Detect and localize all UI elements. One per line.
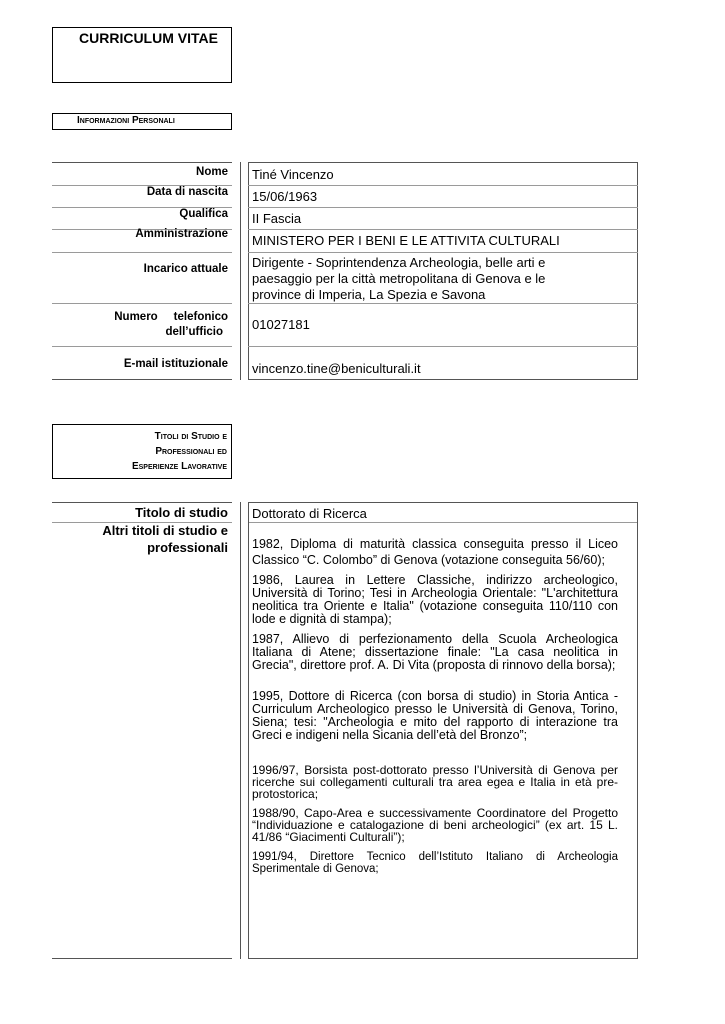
name-label: Nome [196,166,228,178]
email-value: vincenzo.tine@beniculturali.it [252,361,421,376]
altri-titoli-label-line1: Altri titoli di studio e [102,523,228,538]
rule [248,522,638,523]
right-border [637,502,638,959]
rule [52,252,232,253]
titolo-value: Dottorato di Ricerca [252,506,367,521]
telefono-label-line2: dell’ufficio [165,326,223,338]
entry-1988: 1988/90, Capo-Area e successivamente Coordinatore del Progetto “Individuazione e catalogazione di beni archeologici” (ex art. 15 L. 41/86 “Giacimenti Culturali”); [252,806,618,844]
section-studies-line1: Titoli di Studio e [154,431,227,442]
section-personal-box [52,113,232,130]
column-divider [240,162,241,380]
entry-1986: 1986, Laurea in Lettere Classiche, indirizzo archeologico, Università di Torino; Tesi in Archeologia Orientale: "L'architettura neolitica tra Oriente e Italia" (votazione conseguita 110/110 con lode e dignità di stampa); [252,573,618,626]
entry-1982: 1982, Diploma di maturità classica conseguita presso il Liceo Classico “C. Colombo” di Genova (votazione conseguita 56/60); [252,537,618,567]
entry-1987: 1987, Allievo di perfezionamento della Scuola Archeologica Italiana di Atene; dissertazione finale: "La casa neolitica in Grecia", direttore prof. A. Di Vita (proposta di rinnovo della borsa); [252,632,618,672]
email-label: E-mail istituzionale [123,358,228,370]
rule [248,502,638,503]
rule [52,379,232,380]
rule [248,252,638,253]
section-studies-line3: Esperienze Lavorative [131,461,227,472]
rule [52,303,232,304]
incarico-value-line1: Dirigente - Soprintendenza Archeologia, belle arti e [252,255,546,270]
altri-titoli-label-line2: professionali [147,540,228,555]
qualifica-label: Qualifica [179,208,228,220]
rule [248,303,638,304]
right-border [637,162,638,380]
entry-1995: 1995, Dottore di Ricerca (con borsa di studio) in Storia Antica - Curriculum Archeologico presso le Università di Genova, Torino, Siena; tesi: "Archeologia e mito del rapporto di interazione tra Greci e indigeni nella Sicania dell’età del Bronzo”; [252,689,618,742]
rule [52,502,232,503]
rule [248,379,638,380]
rule [248,958,638,959]
section-studies-box [52,424,232,479]
name-value: Tiné Vincenzo [252,167,334,182]
qualifica-value: II Fascia [252,211,302,226]
birth-label: Data di nascita [146,186,228,198]
rule [248,229,638,230]
rule [248,185,638,186]
rule [52,958,232,959]
telefono-label-line1: Numero telefonico [114,311,228,323]
rule [52,346,232,347]
amministrazione-label: Amministrazione [135,228,228,240]
section-studies-line2: Professionali ed [155,446,227,457]
rule [52,162,232,163]
incarico-value-line2: paesaggio per la città metropolitana di Genova e le [252,271,546,286]
column-divider [248,162,249,380]
section-personal-title: Informazioni Personali [77,115,175,126]
column-divider [240,502,241,959]
entry-1991: 1991/94, Direttore Tecnico dell’Istituto Italiano di Archeologia Sperimentale di Genova; [252,851,618,875]
titolo-label: Titolo di studio [135,505,228,520]
rule [248,207,638,208]
birth-value: 15/06/1963 [252,189,318,204]
column-divider [248,502,249,959]
entry-1996: 1996/97, Borsista post-dottorato presso l’Università di Genova per ricerche sui collegamenti culturali tra area egea e Italia in età pre-protostorica; [252,763,618,801]
cv-title: CURRICULUM VITAE [79,30,218,46]
rule [248,162,638,163]
amministrazione-value: MINISTERO PER I BENI E LE ATTIVITA CULTURALI [252,233,560,248]
rule [248,346,638,347]
incarico-label: Incarico attuale [143,263,228,275]
cv-title-box [52,27,232,83]
section-studies-title [57,429,227,474]
incarico-value-line3: province di Imperia, La Spezia e Savona [252,287,486,302]
telefono-value: 01027181 [252,317,310,332]
